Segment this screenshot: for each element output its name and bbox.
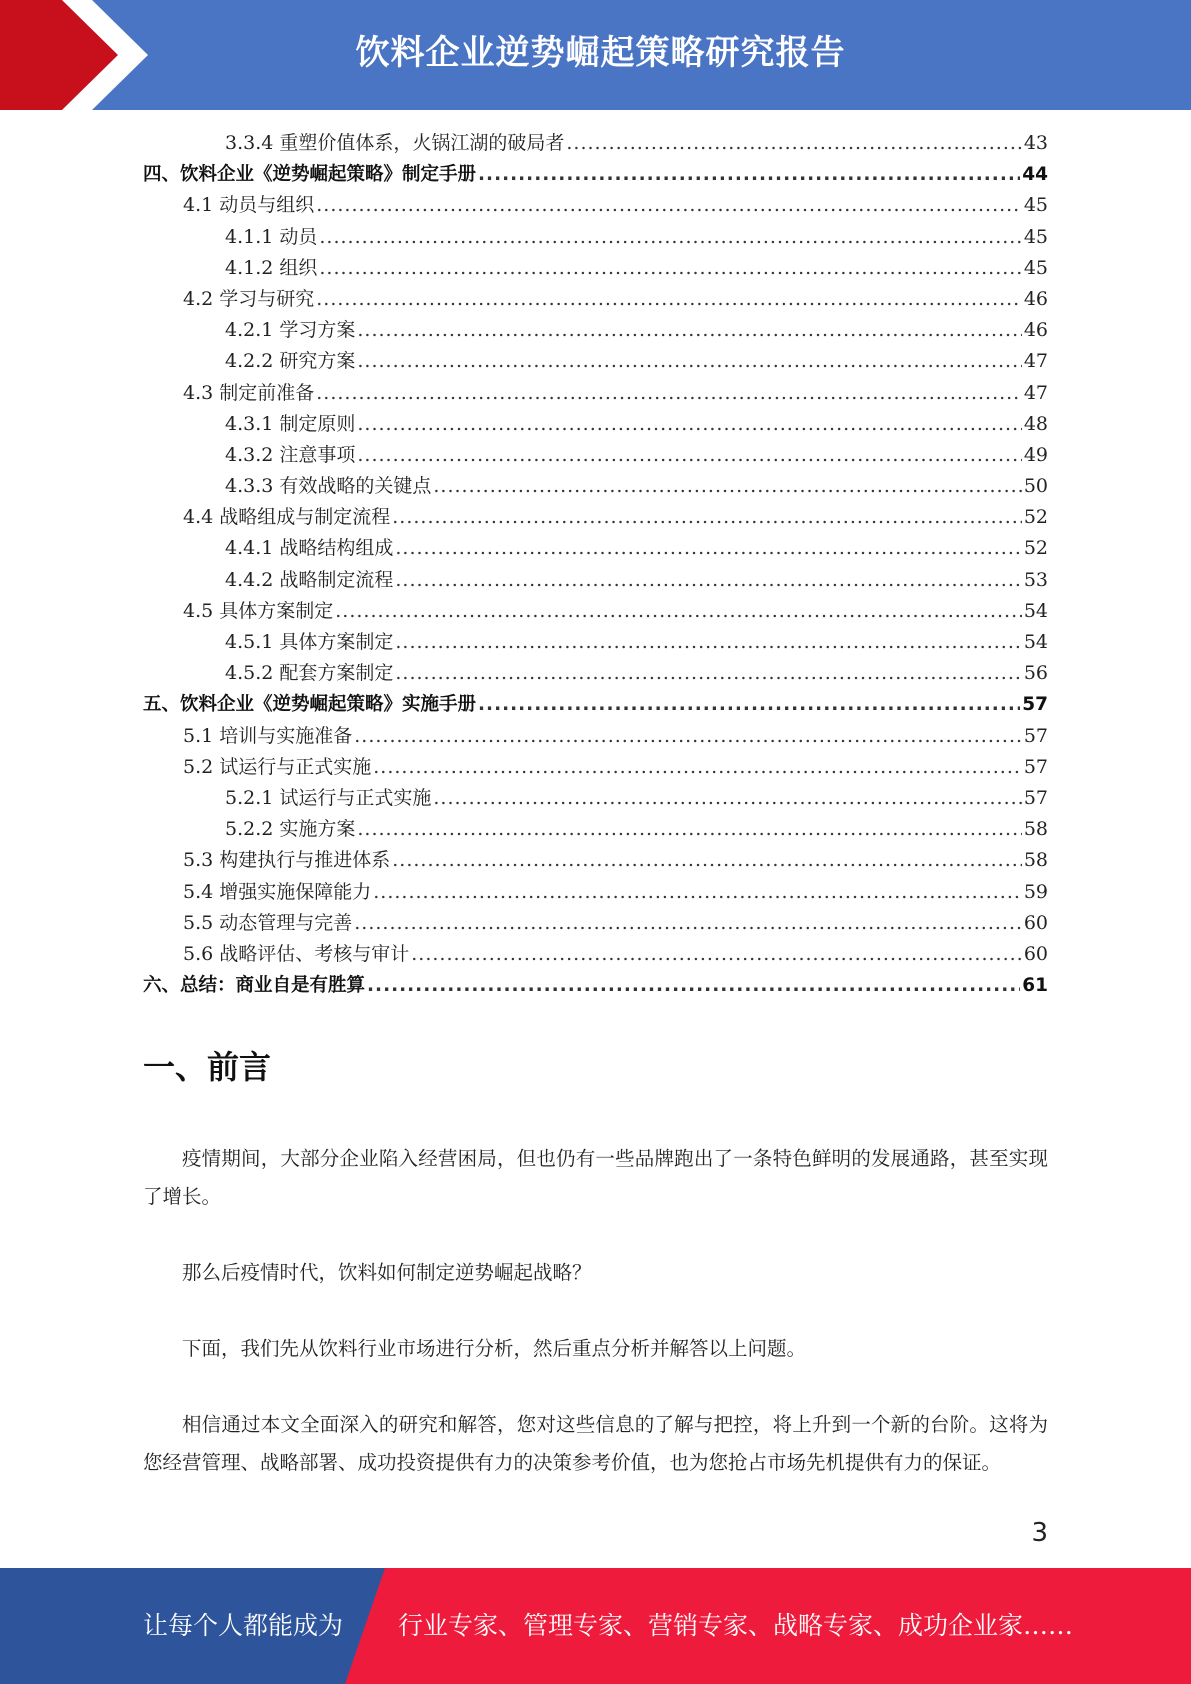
toc-dot-leader bbox=[433, 471, 1021, 502]
toc-entry-page: 46 bbox=[1023, 287, 1048, 310]
toc-entry[interactable] bbox=[143, 814, 1048, 845]
toc-entry-label: 4.2.1 学习方案 bbox=[225, 319, 356, 342]
toc-entry-label: 5.2.2 实施方案 bbox=[225, 818, 356, 841]
toc-entry-page: 57 bbox=[1023, 724, 1048, 747]
toc-entry[interactable] bbox=[143, 877, 1048, 908]
toc-entry[interactable] bbox=[143, 565, 1048, 596]
toc-entry-page: 53 bbox=[1023, 568, 1048, 591]
toc-entry-label: 5.2 试运行与正式实施 bbox=[183, 755, 372, 778]
toc-entry[interactable] bbox=[143, 689, 1048, 720]
toc-entry-page: 52 bbox=[1023, 506, 1048, 529]
toc-entry[interactable] bbox=[143, 222, 1048, 253]
toc-dot-leader bbox=[395, 565, 1021, 596]
table-of-contents bbox=[143, 128, 1048, 1001]
toc-entry[interactable] bbox=[143, 721, 1048, 752]
toc-dot-leader bbox=[478, 159, 1020, 190]
toc-entry-label: 5.3 构建执行与推进体系 bbox=[183, 849, 391, 872]
toc-entry-page: 45 bbox=[1023, 225, 1048, 248]
toc-entry-page: 49 bbox=[1023, 443, 1048, 466]
toc-entry-label: 4.5.2 配套方案制定 bbox=[225, 662, 394, 685]
toc-entry-label: 4.5 具体方案制定 bbox=[183, 599, 334, 622]
toc-entry-page: 61 bbox=[1022, 975, 1048, 997]
toc-entry-page: 59 bbox=[1023, 880, 1048, 903]
toc-entry[interactable] bbox=[143, 533, 1048, 564]
toc-entry-label: 4.1.2 组织 bbox=[225, 256, 318, 279]
toc-entry-label: 5.6 战略评估、考核与审计 bbox=[183, 942, 410, 965]
toc-entry-page: 48 bbox=[1023, 412, 1048, 435]
toc-entry[interactable] bbox=[143, 627, 1048, 658]
toc-entry[interactable] bbox=[143, 315, 1048, 346]
toc-entry[interactable] bbox=[143, 378, 1048, 409]
toc-entry[interactable] bbox=[143, 502, 1048, 533]
toc-entry-label: 五、饮料企业《逆势崛起策略》实施手册 bbox=[143, 694, 477, 716]
toc-dot-leader bbox=[316, 284, 1022, 315]
toc-dot-leader bbox=[392, 845, 1022, 876]
toc-dot-leader bbox=[395, 627, 1021, 658]
toc-entry-page: 56 bbox=[1023, 662, 1048, 685]
toc-dot-leader bbox=[566, 128, 1021, 159]
toc-entry-page: 47 bbox=[1023, 381, 1048, 404]
toc-entry-label: 3.3.4 重塑价值体系，火锅江湖的破局者 bbox=[225, 132, 565, 154]
toc-dot-leader bbox=[319, 253, 1021, 284]
paragraph: 相信通过本文全面深入的研究和解答，您对这些信息的了解与把控，将上升到一个新的台阶。这将为您经营管理、战略部署、成功投资提供有力的决策参考价值，也为您抢占市场先机提供有力的保证。 bbox=[143, 1413, 1048, 1474]
toc-entry-page: 60 bbox=[1023, 942, 1048, 965]
toc-dot-leader bbox=[316, 378, 1022, 409]
toc-entry-page: 43 bbox=[1023, 132, 1048, 154]
toc-entry-label: 5.5 动态管理与完善 bbox=[183, 911, 353, 934]
toc-dot-leader bbox=[357, 409, 1021, 440]
section-heading: 一、前言 bbox=[143, 1048, 272, 1086]
toc-entry-page: 50 bbox=[1023, 475, 1048, 498]
toc-dot-leader bbox=[373, 752, 1022, 783]
toc-entry-page: 54 bbox=[1023, 599, 1048, 622]
toc-dot-leader bbox=[392, 502, 1022, 533]
toc-entry-label: 5.2.1 试运行与正式实施 bbox=[225, 786, 432, 809]
toc-entry-page: 57 bbox=[1023, 786, 1048, 809]
toc-entry-label: 4.3.3 有效战略的关键点 bbox=[225, 475, 432, 498]
toc-dot-leader bbox=[395, 533, 1021, 564]
toc-entry-page: 58 bbox=[1023, 849, 1048, 872]
toc-entry-label: 4.2.2 研究方案 bbox=[225, 350, 356, 373]
toc-entry[interactable] bbox=[143, 284, 1048, 315]
toc-entry-label: 4.1.1 动员 bbox=[225, 225, 318, 248]
toc-entry-label: 4.3 制定前准备 bbox=[183, 381, 315, 404]
toc-dot-leader bbox=[478, 689, 1020, 720]
toc-dot-leader bbox=[367, 970, 1020, 1001]
toc-entry[interactable] bbox=[143, 658, 1048, 689]
toc-entry-label: 4.1 动员与组织 bbox=[183, 194, 315, 217]
toc-entry[interactable] bbox=[143, 253, 1048, 284]
toc-entry-label: 4.5.1 具体方案制定 bbox=[225, 631, 394, 653]
body-text bbox=[143, 1140, 1048, 1520]
toc-entry-page: 44 bbox=[1022, 164, 1048, 186]
toc-entry-page: 54 bbox=[1023, 631, 1048, 653]
toc-entry-page: 57 bbox=[1022, 694, 1048, 716]
toc-dot-leader bbox=[357, 315, 1021, 346]
toc-entry-label: 四、饮料企业《逆势崛起策略》制定手册 bbox=[143, 164, 477, 186]
toc-dot-leader bbox=[357, 814, 1021, 845]
toc-entry[interactable] bbox=[143, 190, 1048, 221]
toc-entry[interactable] bbox=[143, 908, 1048, 939]
toc-entry[interactable] bbox=[143, 783, 1048, 814]
toc-entry[interactable] bbox=[143, 939, 1048, 970]
page-number: 3 bbox=[1031, 1518, 1048, 1548]
toc-entry-label: 4.2 学习与研究 bbox=[183, 287, 315, 310]
paragraph: 疫情期间，大部分企业陷入经营困局，但也仍有一些品牌跑出了一条特色鲜明的发展通路，甚至实现了增长。 bbox=[143, 1147, 1048, 1208]
header-title: 饮料企业逆势崛起策略研究报告 bbox=[355, 33, 846, 73]
footer-slogan-right: 行业专家、管理专家、营销专家、战略专家、成功企业家…… bbox=[398, 1611, 1074, 1640]
toc-entry-page: 47 bbox=[1023, 350, 1048, 373]
toc-entry-page: 57 bbox=[1023, 755, 1048, 778]
toc-entry[interactable] bbox=[143, 440, 1048, 471]
toc-entry-label: 4.4.2 战略制定流程 bbox=[225, 568, 394, 591]
toc-entry[interactable] bbox=[143, 845, 1048, 876]
toc-entry-page: 52 bbox=[1023, 537, 1048, 560]
toc-entry-label: 4.3.2 注意事项 bbox=[225, 443, 356, 466]
toc-entry-label: 4.4 战略组成与制定流程 bbox=[183, 506, 391, 529]
toc-entry-page: 58 bbox=[1023, 818, 1048, 841]
toc-entry[interactable] bbox=[143, 409, 1048, 440]
toc-dot-leader bbox=[395, 658, 1021, 689]
toc-entry-label: 4.3.1 制定原则 bbox=[225, 412, 356, 435]
toc-entry[interactable] bbox=[143, 471, 1048, 502]
toc-dot-leader bbox=[354, 721, 1022, 752]
toc-entry-page: 45 bbox=[1023, 194, 1048, 217]
toc-entry[interactable] bbox=[143, 970, 1048, 1001]
toc-entry[interactable] bbox=[143, 346, 1048, 377]
toc-dot-leader bbox=[373, 877, 1022, 908]
toc-dot-leader bbox=[354, 908, 1022, 939]
toc-dot-leader bbox=[433, 783, 1021, 814]
toc-dot-leader bbox=[316, 190, 1022, 221]
toc-dot-leader bbox=[319, 222, 1021, 253]
toc-entry-page: 46 bbox=[1023, 319, 1048, 342]
paragraph: 下面，我们先从饮料行业市场进行分析，然后重点分析并解答以上问题。 bbox=[182, 1337, 807, 1360]
toc-entry-label: 5.4 增强实施保障能力 bbox=[183, 880, 372, 903]
toc-dot-leader bbox=[411, 939, 1022, 970]
toc-entry[interactable] bbox=[143, 128, 1048, 159]
toc-entry[interactable] bbox=[143, 752, 1048, 783]
toc-entry-page: 45 bbox=[1023, 256, 1048, 279]
page-footer bbox=[0, 1568, 1191, 1684]
toc-entry-label: 5.1 培训与实施准备 bbox=[183, 724, 353, 747]
page-header bbox=[0, 0, 1191, 110]
toc-entry-label: 六、总结：商业自是有胜算 bbox=[143, 975, 366, 997]
toc-dot-leader bbox=[357, 346, 1021, 377]
toc-dot-leader bbox=[335, 596, 1022, 627]
footer-slogan-left: 让每个人都能成为 bbox=[143, 1611, 344, 1640]
toc-entry[interactable] bbox=[143, 159, 1048, 190]
toc-entry-label: 4.4.1 战略结构组成 bbox=[225, 537, 394, 560]
paragraph: 那么后疫情时代，饮料如何制定逆势崛起战略？ bbox=[182, 1261, 592, 1284]
toc-dot-leader bbox=[357, 440, 1021, 471]
toc-entry[interactable] bbox=[143, 596, 1048, 627]
toc-entry-page: 60 bbox=[1023, 911, 1048, 934]
